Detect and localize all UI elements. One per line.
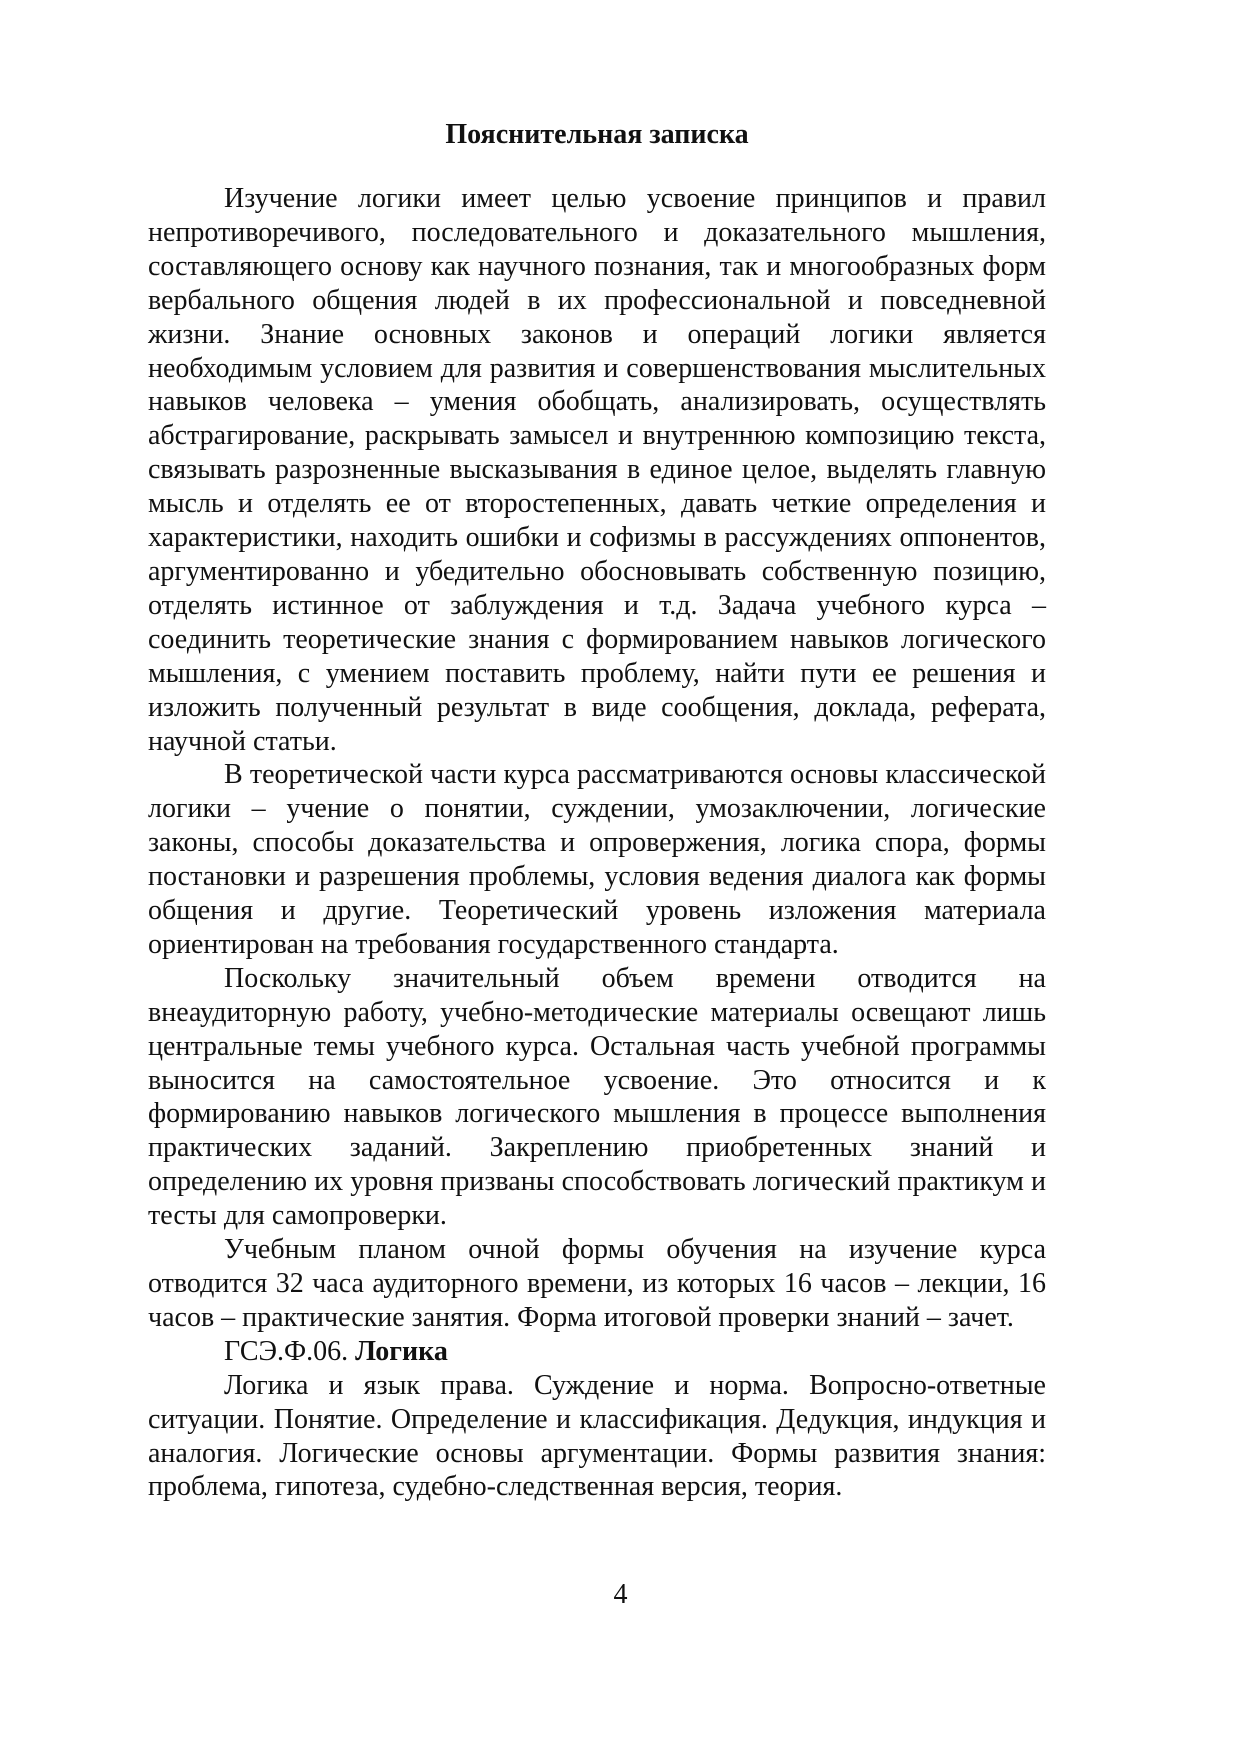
document-body [148, 182, 1046, 1504]
page-title: Пояснительная записка [445, 119, 749, 150]
paragraph-hours: Учебным планом очной формы обучения на изучение курса отводится 32 часа аудиторного времени, из которых 16 часов – лекции, 16 часов – практические занятия. Форма итоговой проверки знаний – зачет. [148, 1234, 1046, 1333]
page-number: 4 [613, 1579, 628, 1610]
course-heading [148, 1335, 1046, 1369]
paragraph-theory: В теоретической части курса рассматриваются основы классической логики – учение о понятии, суждении, умозаключении, логические законы, способы доказательства и опровержения, логика спора, формы постановки и разрешения проблемы, условия ведения диалога как формы общения и другие. Теоретический уровень изложения материала ориентирован на требования государственного стандарта. [148, 759, 1046, 960]
paragraph-intro: Изучение логики имеет целью усвоение принципов и правил непротиворечивого, последовательного и доказательного мышления, составляющего основу как научного познания, так и многообразных форм вербального общения людей в их профессиональной и повседневной жизни. Знание основных законов и операций логики является необходимым условием для развития и совершенствования мыслительных навыков человека – умения обобщать, анализировать, осуществлять абстрагирование, раскрывать замысел и внутреннюю композицию текста, связывать разрозненные высказывания в единое целое, выделять главную мысль и отделять ее от второстепенных, давать четкие определения и характеристики, находить ошибки и софизмы в рассуждениях оппонентов, аргументированно и убедительно обосновывать собственную позицию, отделять истинное от заблуждения и т.д. Задача учебного курса – соединить теоретические знания с формированием навыков логического мышления, с умением поставить проблему, найти пути ее решения и изложить полученный результат в виде сообщения, доклада, реферата, научной статьи. [148, 183, 1046, 757]
document-page [148, 118, 1046, 1504]
paragraph-self-study: Поскольку значительный объем времени отводится на внеаудиторную работу, учебно-методические материалы освещают лишь центральные темы учебного курса. Остальная часть учебной программы выносится на самостоятельное усвоение. Это относится и к формированию навыков логического мышления в процессе выполнения практических заданий. Закреплению приобретенных знаний и определению их уровня призваны способствовать логический практикум и тесты для самопроверки. [148, 962, 1046, 1232]
course-code: ГСЭ.Ф.06. [224, 1335, 349, 1367]
paragraph-course-content: Логика и язык права. Суждение и норма. Вопросно-ответные ситуации. Понятие. Определение и классификация. Дедукция, индукция и аналогия. Логические основы аргументации. Формы развития знания: проблема, гипотеза, судебно-следственная версия, теория. [148, 1369, 1046, 1503]
course-name: Логика [355, 1335, 448, 1367]
